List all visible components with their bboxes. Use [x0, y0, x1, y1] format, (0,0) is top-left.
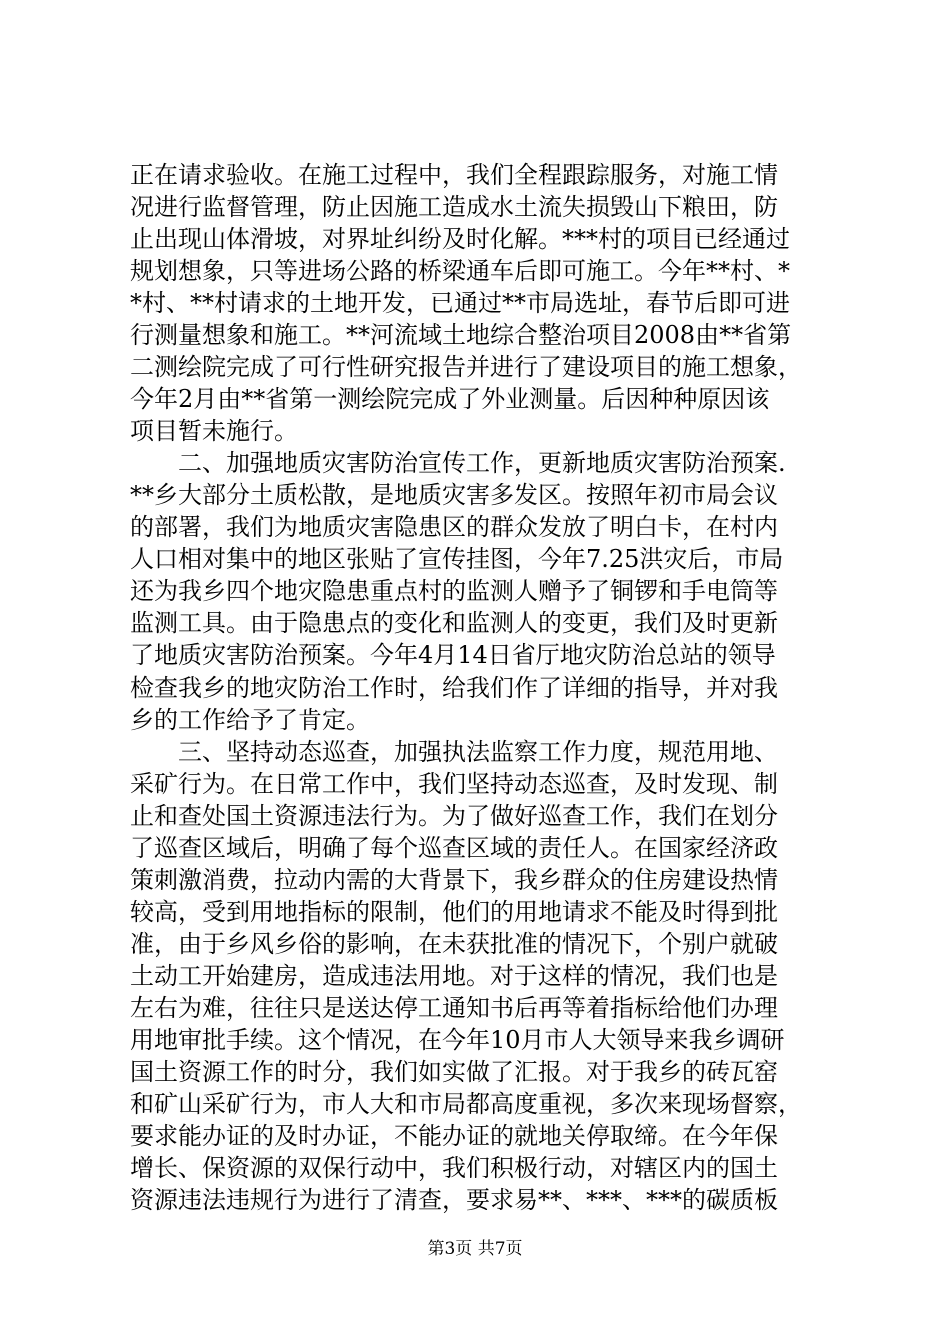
body-text-line: 二测绘院完成了可行性研究报告并进行了建设项目的施工想象， [130, 353, 802, 382]
body-text-line: 国土资源工作的时分，我们如实做了汇报。对于我乡的砖瓦窑 [130, 1057, 778, 1086]
body-text-line: 项目暂未施行。 [130, 417, 298, 446]
body-text-line: 规划想象，只等进场公路的桥梁通车后即可施工。今年**村、* [130, 257, 790, 286]
body-text-line: 了地质灾害防治预案。今年4月14日省厅地灾防治总站的领导 [130, 641, 776, 670]
body-text-line: 人口相对集中的地区张贴了宣传挂图，今年7.25洪灾后，市局 [130, 545, 784, 574]
body-text-line: 止出现山体滑坡，对界址纠纷及时化解。***村的项目已经通过 [130, 225, 790, 254]
body-text-line: 检查我乡的地灾防治工作时，给我们作了详细的指导，并对我 [130, 673, 778, 702]
body-text-line: 监测工具。由于隐患点的变化和监测人的变更，我们及时更新 [130, 609, 778, 638]
body-text-line: 止和查处国土资源违法行为。为了做好巡查工作，我们在划分 [130, 801, 778, 830]
body-text-line: 正在请求验收。在施工过程中，我们全程跟踪服务，对施工情 [130, 161, 778, 189]
body-text-line: 和矿山采矿行为，市人大和市局都高度重视，多次来现场督察， [130, 1089, 802, 1118]
body-text-line: 采矿行为。在日常工作中，我们坚持动态巡查，及时发现、制 [130, 769, 778, 798]
body-text-line: 左右为难，往往只是送达停工通知书后再等着指标给他们办理 [130, 993, 778, 1022]
body-text-line: 较高，受到用地指标的限制，他们的用地请求不能及时得到批 [130, 897, 778, 926]
body-text-line: 准，由于乡风乡俗的影响，在未获批准的情况下，个别户就破 [130, 929, 778, 958]
section-heading-line: 三、坚持动态巡查，加强执法监察工作力度，规范用地、 [130, 737, 778, 766]
body-text-line: 行测量想象和施工。**河流域土地综合整治项目2008由**省第 [130, 321, 792, 350]
body-text-line: *村、**村请求的土地开发，已通过**市局选址，春节后即可进 [130, 289, 790, 318]
body-text-line: 乡的工作给予了肯定。 [130, 705, 370, 734]
body-text-line: 了巡查区域后，明确了每个巡查区域的责任人。在国家经济政 [130, 833, 778, 862]
body-text-line: 今年2月由**省第一测绘院完成了外业测量。后因种种原因该 [130, 385, 770, 414]
section-heading-line: 二、加强地质灾害防治宣传工作，更新地质灾害防治预案. [130, 449, 786, 478]
body-text-line: 土动工开始建房，造成违法用地。对于这样的情况，我们也是 [130, 961, 778, 990]
body-text-line: 要求能办证的及时办证，不能办证的就地关停取缔。在今年保 [130, 1121, 778, 1150]
body-text-line: **乡大部分土质松散，是地质灾害多发区。按照年初市局会议 [130, 481, 778, 510]
body-text-line: 资源违法违规行为进行了清查，要求易**、***、***的碳质板 [130, 1186, 778, 1214]
body-text-line: 的部署，我们为地质灾害隐患区的群众发放了明白卡，在村内 [130, 513, 778, 542]
body-text-line: 增长、保资源的双保行动中，我们积极行动，对辖区内的国土 [130, 1153, 778, 1182]
page-number-footer: 第3页 共7页 [427, 1239, 523, 1259]
body-text-line: 况进行监督管理，防止因施工造成水土流失损毁山下粮田，防 [130, 193, 778, 222]
body-text-line: 还为我乡四个地灾隐患重点村的监测人赠予了铜锣和手电筒等 [130, 577, 778, 606]
body-text-line: 策刺激消费，拉动内需的大背景下，我乡群众的住房建设热情 [130, 865, 778, 894]
body-text-line: 用地审批手续。这个情况，在今年10月市人大领导来我乡调研 [130, 1025, 785, 1054]
